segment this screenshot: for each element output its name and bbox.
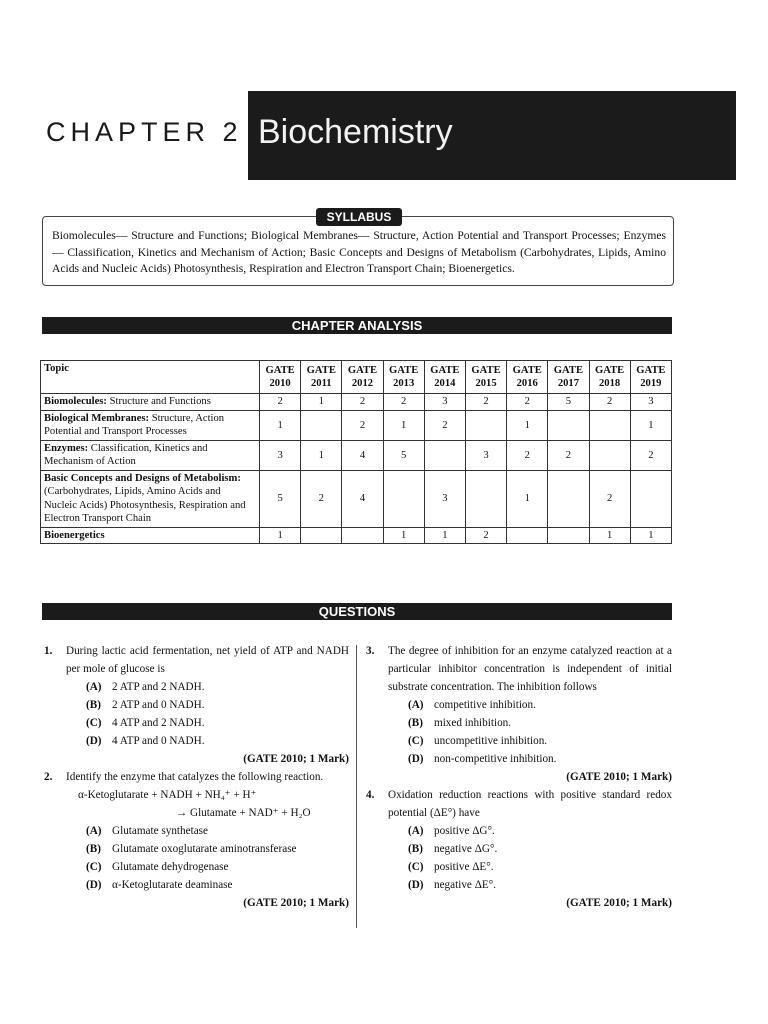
value-cell: 2 xyxy=(465,394,506,411)
value-cell: 1 xyxy=(424,527,465,544)
value-cell: 2 xyxy=(383,394,424,411)
value-cell: 1 xyxy=(383,527,424,544)
option-d: (D) α-Ketoglutarate deaminase xyxy=(86,879,233,891)
question-source: (GATE 2010; 1 Mark) xyxy=(566,897,672,909)
question-source: (GATE 2010; 1 Mark) xyxy=(243,897,349,909)
question-source: (GATE 2010; 1 Mark) xyxy=(566,771,672,783)
topic-cell: Enzymes: Classification, Kinetics and Mechanism of Action xyxy=(41,440,260,470)
value-cell: 2 xyxy=(301,470,342,527)
value-cell: 2 xyxy=(342,410,383,440)
question-number: 1. xyxy=(44,645,53,657)
year-header: GATE 2010 xyxy=(260,361,301,394)
year-header: GATE 2016 xyxy=(507,361,548,394)
value-cell: 2 xyxy=(507,394,548,411)
question-number: 4. xyxy=(366,789,375,801)
question-3 xyxy=(366,642,672,786)
option-a: (A) positive ΔG°. xyxy=(408,825,495,837)
value-cell: 1 xyxy=(260,527,301,544)
syllabus-label: SYLLABUS xyxy=(316,208,402,226)
value-cell: 5 xyxy=(548,394,589,411)
value-cell: 2 xyxy=(342,394,383,411)
questions-left-column xyxy=(44,642,349,912)
value-cell xyxy=(548,470,589,527)
value-cell: 1 xyxy=(507,410,548,440)
topic-header: Topic xyxy=(41,361,260,394)
value-cell xyxy=(589,410,630,440)
value-cell: 5 xyxy=(383,440,424,470)
value-cell: 1 xyxy=(301,394,342,411)
value-cell: 1 xyxy=(301,440,342,470)
option-d: (D) non-competitive inhibition. xyxy=(408,753,557,765)
option-b: (B) negative ΔG°. xyxy=(408,843,498,855)
year-header: GATE 2018 xyxy=(589,361,630,394)
table-row xyxy=(41,394,672,411)
option-c: (C) uncompetitive inhibition. xyxy=(408,735,548,747)
value-cell xyxy=(383,470,424,527)
value-cell xyxy=(548,410,589,440)
option-a: (A) 2 ATP and 2 NADH. xyxy=(86,681,205,693)
question-text: Identify the enzyme that catalyzes the following reaction. xyxy=(66,771,324,783)
value-cell: 2 xyxy=(589,394,630,411)
value-cell xyxy=(424,440,465,470)
option-c: (C) 4 ATP and 2 NADH. xyxy=(86,717,205,729)
value-cell: 2 xyxy=(260,394,301,411)
value-cell: 4 xyxy=(342,440,383,470)
option-b: (B) 2 ATP and 0 NADH. xyxy=(86,699,205,711)
value-cell xyxy=(301,410,342,440)
topic-cell: Bioenergetics xyxy=(41,527,260,544)
table-body xyxy=(41,394,672,544)
year-header: GATE 2017 xyxy=(548,361,589,394)
chapter-title: Biochemistry xyxy=(258,113,453,151)
questions-bar: QUESTIONS xyxy=(42,603,672,620)
question-text: Oxidation reduction reactions with positive standard redox potential (ΔE°) have xyxy=(388,789,672,819)
value-cell: 2 xyxy=(548,440,589,470)
value-cell xyxy=(548,527,589,544)
value-cell: 1 xyxy=(630,410,671,440)
value-cell xyxy=(465,470,506,527)
syllabus-text: Biomolecules— Structure and Functions; Biological Membranes— Structure, Action Potential and Transport Processes; Enzymes— Classification, Kinetics and Mechanism of Action; Basic Concepts and Designs of Metabolism (Carbohydrates, Lipids, Amino Acids and Nucleic Acids) Photosynthesis, Respiration and Electron Transport Chain; Bioenergetics. xyxy=(52,229,666,275)
column-divider xyxy=(356,645,357,928)
value-cell xyxy=(342,527,383,544)
value-cell: 2 xyxy=(424,410,465,440)
option-a: (A) Glutamate synthetase xyxy=(86,825,208,837)
topic-cell: Biological Membranes: Structure, Action Potential and Transport Processes xyxy=(41,410,260,440)
value-cell: 3 xyxy=(630,394,671,411)
table-row xyxy=(41,527,672,544)
year-header: GATE 2014 xyxy=(424,361,465,394)
option-d: (D) 4 ATP and 0 NADH. xyxy=(86,735,205,747)
value-cell: 1 xyxy=(630,527,671,544)
option-b: (B) Glutamate oxoglutarate aminotransferase xyxy=(86,843,297,855)
value-cell: 2 xyxy=(507,440,548,470)
reaction-line-1: α-Ketoglutarate + NADH + NH₄⁺ + H⁺ xyxy=(78,789,257,801)
chapter-analysis-table xyxy=(40,360,672,544)
value-cell: 4 xyxy=(342,470,383,527)
option-b: (B) mixed inhibition. xyxy=(408,717,512,729)
question-number: 2. xyxy=(44,771,53,783)
chapter-analysis-bar: CHAPTER ANALYSIS xyxy=(42,317,672,334)
question-2 xyxy=(44,768,349,912)
value-cell xyxy=(507,527,548,544)
question-text: During lactic acid fermentation, net yield of ATP and NADH per mole of glucose is xyxy=(66,645,349,675)
table-header-row xyxy=(41,361,672,394)
value-cell: 1 xyxy=(260,410,301,440)
question-1 xyxy=(44,642,349,768)
year-header: GATE 2015 xyxy=(465,361,506,394)
question-number: 3. xyxy=(366,645,375,657)
value-cell: 3 xyxy=(424,394,465,411)
year-header: GATE 2013 xyxy=(383,361,424,394)
value-cell: 3 xyxy=(465,440,506,470)
question-text: The degree of inhibition for an enzyme catalyzed reaction at a particular inhibitor concentration is independent of initial substrate concentration. The inhibition follows xyxy=(388,645,672,693)
question-source: (GATE 2010; 1 Mark) xyxy=(243,753,349,765)
option-a: (A) competitive inhibition. xyxy=(408,699,536,711)
questions-right-column xyxy=(366,642,672,912)
value-cell xyxy=(589,440,630,470)
value-cell xyxy=(630,470,671,527)
year-header: GATE 2019 xyxy=(630,361,671,394)
option-c: (C) Glutamate dehydrogenase xyxy=(86,861,229,873)
table-row xyxy=(41,470,672,527)
value-cell xyxy=(301,527,342,544)
value-cell: 2 xyxy=(589,470,630,527)
question-4 xyxy=(366,786,672,912)
reaction-line-2: → Glutamate + NAD⁺ + H₂O xyxy=(176,807,311,819)
value-cell: 1 xyxy=(383,410,424,440)
chapter-label: CHAPTER 2 xyxy=(46,117,243,147)
value-cell: 3 xyxy=(424,470,465,527)
topic-cell: Biomolecules: Structure and Functions xyxy=(41,394,260,411)
table-row xyxy=(41,440,672,470)
value-cell: 1 xyxy=(507,470,548,527)
value-cell: 2 xyxy=(630,440,671,470)
year-header: GATE 2011 xyxy=(301,361,342,394)
value-cell: 3 xyxy=(260,440,301,470)
value-cell: 1 xyxy=(589,527,630,544)
value-cell xyxy=(465,410,506,440)
year-header: GATE 2012 xyxy=(342,361,383,394)
option-c: (C) positive ΔE°. xyxy=(408,861,494,873)
table-row xyxy=(41,410,672,440)
value-cell: 5 xyxy=(260,470,301,527)
option-d: (D) negative ΔE°. xyxy=(408,879,496,891)
value-cell: 2 xyxy=(465,527,506,544)
topic-cell: Basic Concepts and Designs of Metabolism: (Carbohydrates, Lipids, Amino Acids and Nucleic Acids) Photosynthesis, Respiration and Electron Transport Chain xyxy=(41,470,260,527)
